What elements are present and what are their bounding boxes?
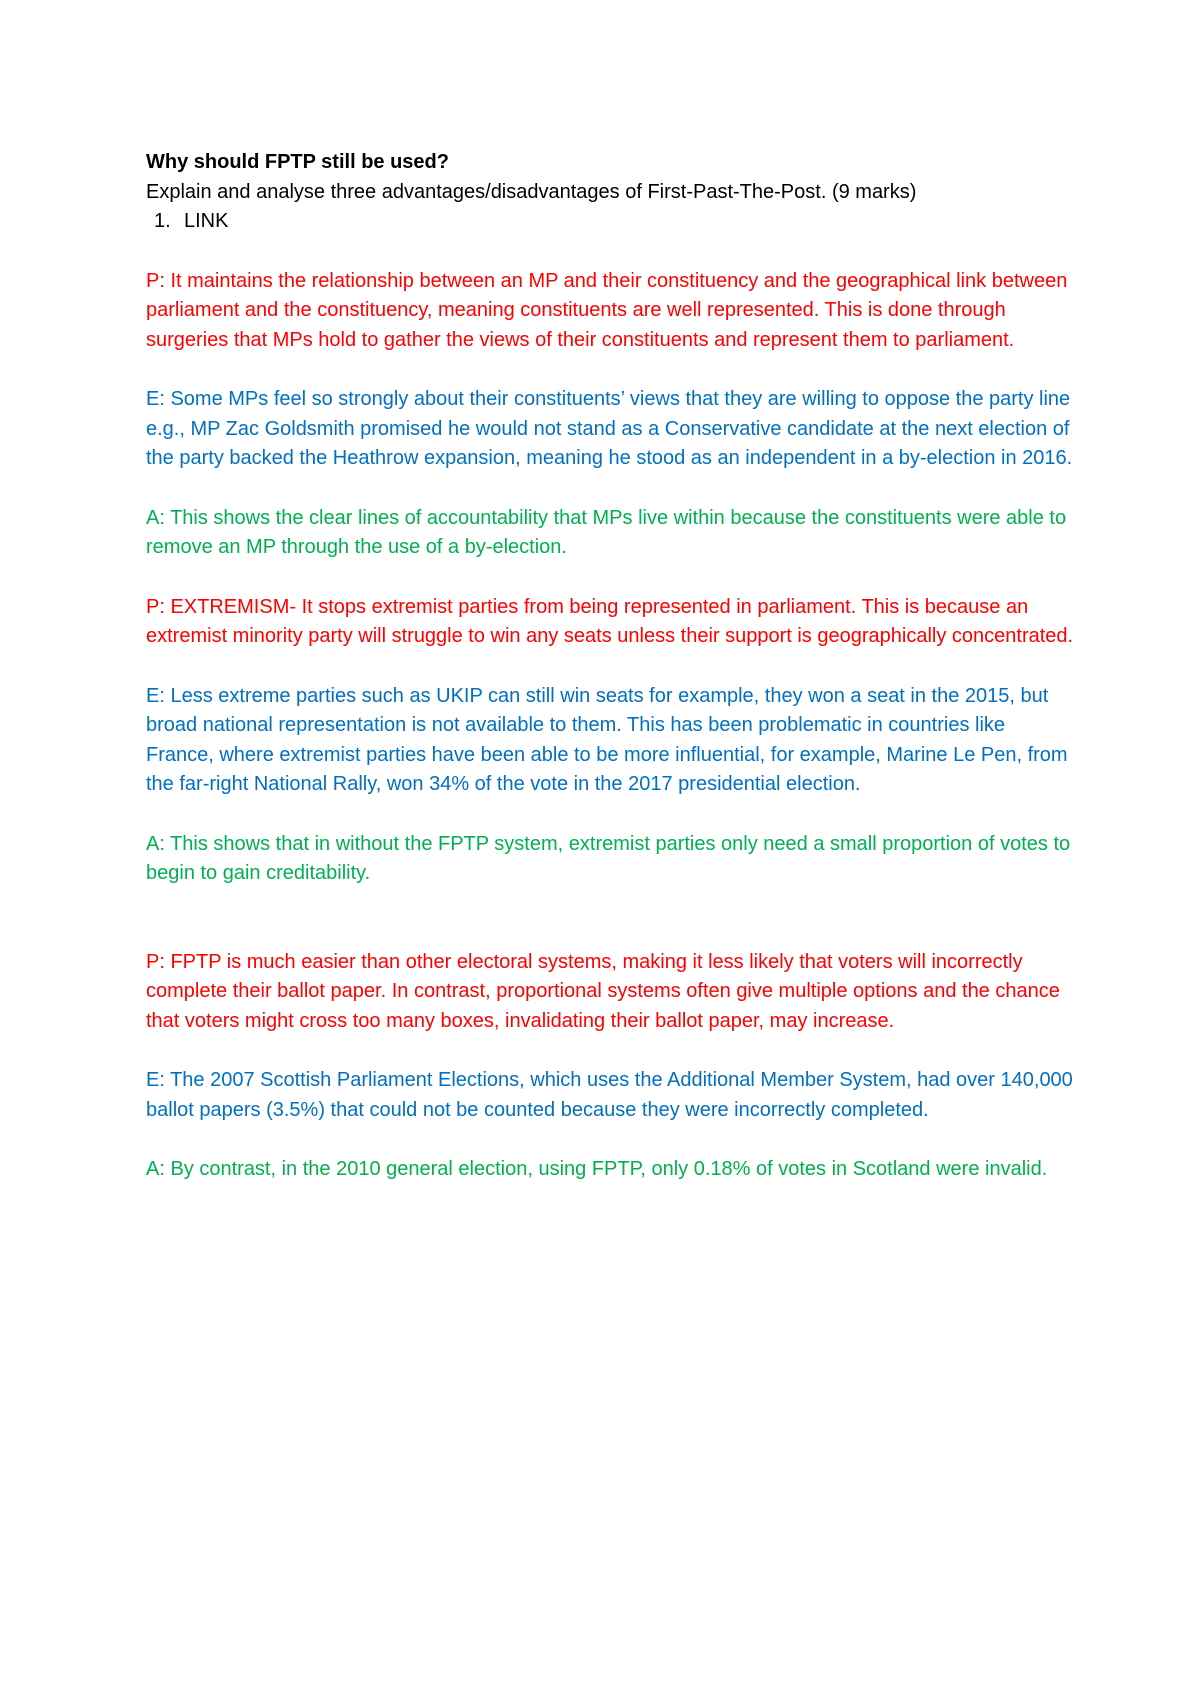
analysis-paragraph: A: By contrast, in the 2010 general election, using FPTP, only 0.18% of votes in Scotland were invalid. [146, 1158, 1048, 1180]
numbered-list [146, 207, 1076, 237]
point-paragraph: P: EXTREMISM- It stops extremist parties from being represented in parliament. This is because an extremist minority party will struggle to win any seats unless their support is geographically concentrated. [146, 595, 1074, 647]
list-item [146, 207, 1076, 237]
document-title: Why should FPTP still be used? [146, 151, 449, 173]
document-question: Explain and analyse three advantages/disadvantages of First-Past-The-Post. (9 marks) [146, 180, 917, 203]
analysis-paragraph: A: This shows that in without the FPTP system, extremist parties only need a small proportion of votes to begin to gain creditability. [146, 832, 1071, 884]
pea-section-3 [146, 948, 1076, 1185]
analysis-paragraph: A: This shows the clear lines of accountability that MPs live within because the constituents were able to remove an MP through the use of a by-election. [146, 506, 1067, 558]
pea-section-2 [146, 593, 1076, 889]
point-paragraph: P: FPTP is much easier than other electoral systems, making it less likely that voters will incorrectly complete their ballot paper. In contrast, proportional systems often give multiple options and the chance that voters might cross too many boxes, invalidating their ballot paper, may increase. [146, 950, 1060, 1032]
list-number: 1. [154, 210, 171, 232]
pea-section-1 [146, 267, 1076, 563]
document-body [146, 148, 1076, 1185]
evidence-paragraph: E: Some MPs feel so strongly about their constituents’ views that they are willing to oppose the party line e.g., MP Zac Goldsmith promised he would not stand as a Conservative candidate at the next election of the party backed the Heathrow expansion, meaning he stood as an independent in a by-election in 2016. [146, 388, 1073, 469]
evidence-paragraph: E: Less extreme parties such as UKIP can still win seats for example, they won a seat in the 2015, but broad national representation is not available to them. This has been problematic in countries like France, where extremist parties have been able to be more influential, for example, Marine Le Pen, from the far-right National Rally, won 34% of the vote in the 2017 presidential election. [146, 684, 1068, 795]
evidence-paragraph: E: The 2007 Scottish Parliament Elections, which uses the Additional Member System, had over 140,000 ballot papers (3.5%) that could not be counted because they were incorrectly completed. [146, 1069, 1073, 1121]
list-item-label: LINK [184, 210, 229, 232]
point-paragraph: P: It maintains the relationship between an MP and their constituency and the geographical link between parliament and the constituency, meaning constituents are well represented. This is done through surgeries that MPs hold to gather the views of their constituents and represent them to parliament. [146, 269, 1068, 351]
